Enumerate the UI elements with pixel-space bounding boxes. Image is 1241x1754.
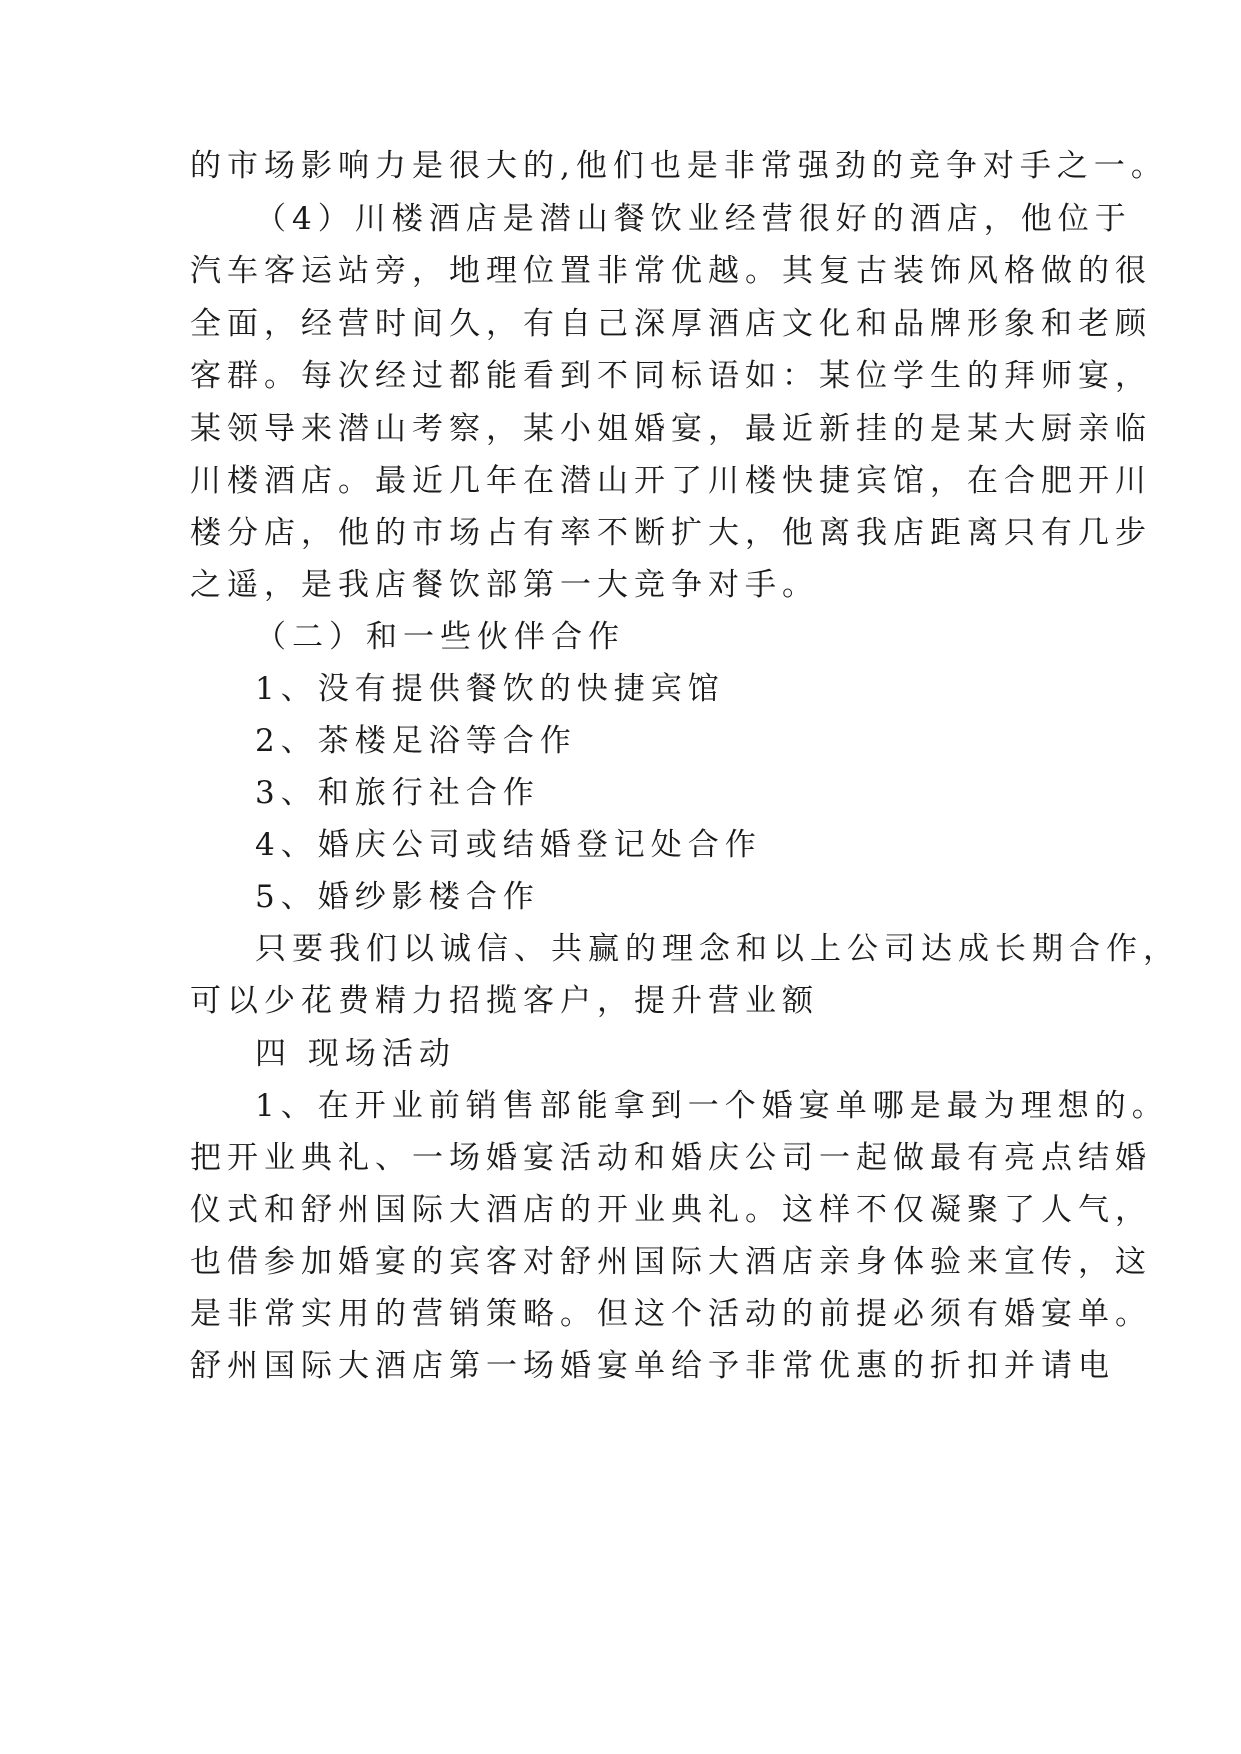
paragraph-line: 仪式和舒州国际大酒店的开业典礼。这样不仅凝聚了人气，	[190, 1192, 1152, 1228]
list-item: 5、婚纱影楼合作	[255, 879, 540, 915]
paragraph-line: 可以少花费精力招揽客户，提升营业额	[190, 983, 819, 1019]
paragraph-line: 全面，经营时间久，有自己深厚酒店文化和品牌形象和老顾	[190, 306, 1152, 342]
paragraph-line: 的市场影响力是很大的,他们也是非常强劲的竞争对手之一。	[190, 148, 1168, 184]
paragraph-line: 汽车客运站旁，地理位置非常优越。其复古装饰风格做的很	[190, 253, 1152, 289]
paragraph-line: 只要我们以诚信、共赢的理念和以上公司达成长期合作，	[255, 931, 1180, 967]
paragraph-line: 把开业典礼、一场婚宴活动和婚庆公司一起做最有亮点结婚	[190, 1140, 1152, 1176]
section-heading: 四 现场活动	[255, 1036, 456, 1072]
paragraph-line: 之遥，是我店餐饮部第一大竞争对手。	[190, 567, 819, 603]
paragraph-line: 川楼酒店。最近几年在潜山开了川楼快捷宾馆，在合肥开川	[190, 463, 1152, 499]
list-item: 4、婚庆公司或结婚登记处合作	[255, 827, 762, 863]
paragraph-line: 客群。每次经过都能看到不同标语如：某位学生的拜师宴，	[190, 358, 1152, 394]
list-item: 1、没有提供餐饮的快捷宾馆	[255, 671, 725, 707]
list-item: 2、茶楼足浴等合作	[255, 723, 577, 759]
paragraph-line: （4）川楼酒店是潜山餐饮业经营很好的酒店，他位于	[255, 201, 1132, 237]
paragraph-line: 楼分店，他的市场占有率不断扩大，他离我店距离只有几步	[190, 515, 1152, 551]
paragraph-line: 舒州国际大酒店第一场婚宴单给予非常优惠的折扣并请电	[190, 1348, 1115, 1384]
paragraph-line: 1、在开业前销售部能拿到一个婚宴单哪是最为理想的。	[255, 1088, 1169, 1124]
section-heading: （二）和一些伙伴合作	[255, 619, 625, 655]
list-item: 3、和旅行社合作	[255, 775, 540, 811]
paragraph-line: 某领导来潜山考察，某小姐婚宴，最近新挂的是某大厨亲临	[190, 411, 1152, 447]
paragraph-line: 是非常实用的营销策略。但这个活动的前提必须有婚宴单。	[190, 1296, 1152, 1332]
paragraph-line: 也借参加婚宴的宾客对舒州国际大酒店亲身体验来宣传，这	[190, 1244, 1152, 1280]
